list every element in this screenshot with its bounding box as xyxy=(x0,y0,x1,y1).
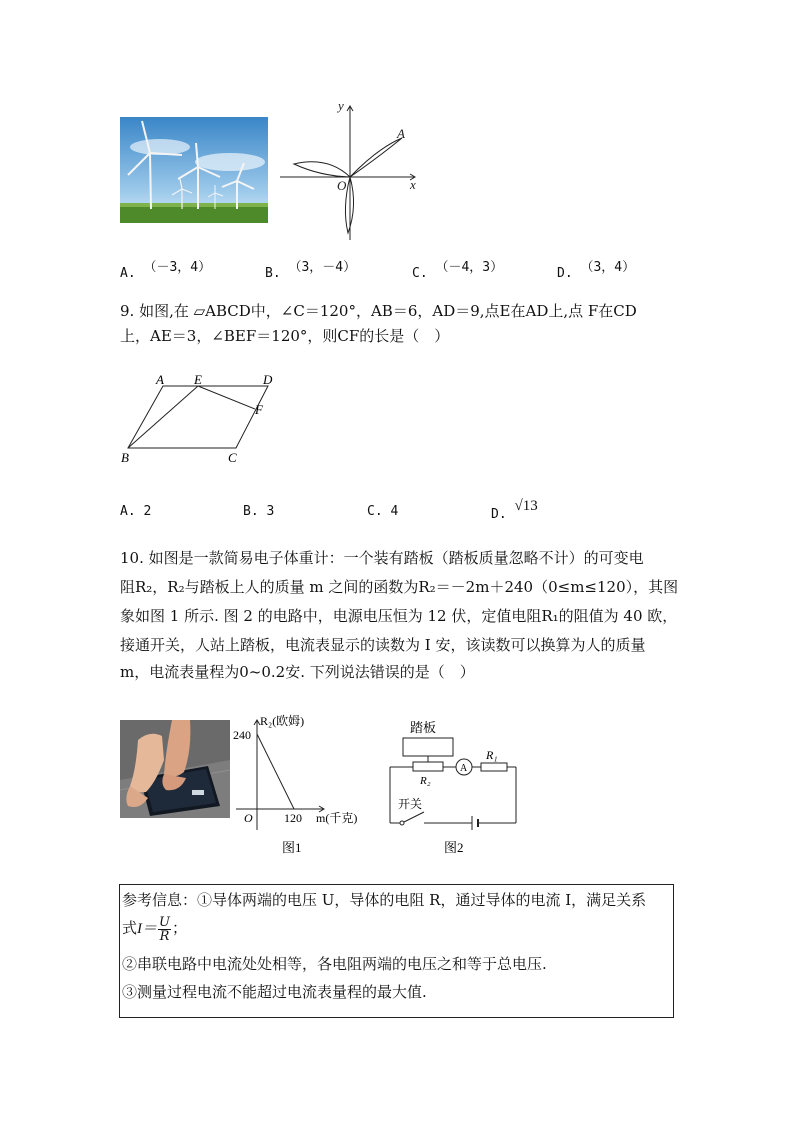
r1-resistor xyxy=(481,763,507,771)
axis-x-label: x xyxy=(410,177,416,192)
reference-line2: 式I＝ $\frac{U}{R}$ ； xyxy=(122,914,187,944)
graph-x-tick: 120 xyxy=(284,811,302,825)
graph-data-line xyxy=(257,734,294,809)
parallelogram-diagram xyxy=(118,370,288,466)
point-a-label: A xyxy=(397,126,405,141)
q9-option-c[interactable]: C. 4 xyxy=(367,504,399,519)
label-f: F xyxy=(255,402,263,417)
pedal-box xyxy=(403,738,453,756)
q9-stem-line2: 上，AE＝3，∠BEF＝120°，则CF的长是（ ） xyxy=(120,327,450,345)
reference-line3: ②串联电路中电流处处相等，各电阻两端的电压之和等于总电压. xyxy=(122,955,547,973)
option-letter: A. xyxy=(120,266,136,281)
r2-label: R₂ xyxy=(420,775,431,787)
option-letter: C. xyxy=(412,266,428,281)
figure1-caption: 图1 xyxy=(282,840,302,855)
option-letter: B. xyxy=(265,266,281,281)
figure2-caption: 图2 xyxy=(444,840,464,855)
figure1-graph xyxy=(232,712,372,862)
switch-icon xyxy=(400,821,404,825)
q8-option-c[interactable] xyxy=(412,262,503,281)
ammeter-label: A xyxy=(460,763,468,774)
turbine-coordinate-diagram xyxy=(280,98,425,243)
graph-origin: O xyxy=(244,811,253,825)
option-text: （－4，3） xyxy=(435,260,504,275)
q8-option-d[interactable] xyxy=(557,262,635,281)
option-letter: D. xyxy=(557,266,573,281)
pedal-label: 踏板 xyxy=(410,720,437,735)
q10-stem-line4: 接通开关，人站上踏板，电流表显示的读数为 I 安，该读数可以换算为人的质量 xyxy=(120,636,646,654)
q8-option-a[interactable] xyxy=(120,262,211,281)
label-a: A xyxy=(156,372,164,387)
label-b: B xyxy=(121,450,129,465)
r2-resistor xyxy=(413,762,443,771)
graph-y-tick: 240 xyxy=(233,728,251,742)
r1-label: R₁ xyxy=(486,748,498,762)
option-text: （3，－4） xyxy=(288,260,357,275)
graph-xlabel: m(千克) xyxy=(316,811,358,825)
q9-option-d[interactable]: D. √13 xyxy=(491,498,538,522)
q10-stem-line1: 10. 如图是一款简易电子体重计：一个装有踏板（踏板质量忽略不计）的可变电 xyxy=(120,549,644,567)
q9-option-b[interactable]: B. 3 xyxy=(243,504,275,519)
label-d: D xyxy=(263,372,273,387)
axis-y-label: y xyxy=(338,98,344,113)
q9-option-a[interactable]: A. 2 xyxy=(120,504,152,519)
option-text: （－3，4） xyxy=(143,260,212,275)
graph-ylabel: R₂(欧姆) xyxy=(260,714,305,728)
wind-turbine-photo xyxy=(120,117,268,223)
q10-stem-line3: 象如图 1 所示. 图 2 的电路中，电源电压恒为 12 伏，定值电阻R₁的阻值为 40 欧， xyxy=(120,607,678,625)
figure2-circuit xyxy=(388,712,528,862)
label-e: E xyxy=(194,372,202,387)
label-c: C xyxy=(228,450,237,465)
option-text: （3，4） xyxy=(580,260,636,275)
reference-line4: ③测量过程电流不能超过电流表量程的最大值. xyxy=(122,983,427,1001)
q10-stem-line5: m，电流表量程为0~0.2安. 下列说法错误的是（ ） xyxy=(120,663,475,681)
q9-stem-line1: 9. 如图,在 ▱ABCD中，∠C＝120°，AB＝6，AD＝9,点E在AD上,点 F在CD xyxy=(120,302,637,320)
q8-option-b[interactable] xyxy=(265,262,356,281)
reference-line1: 参考信息：①导体两端的电压 U，导体的电阻 R，通过导体的电流 I，满足关系 xyxy=(122,891,647,909)
switch-label: 开关 xyxy=(398,797,423,811)
reference-info-box xyxy=(119,884,674,1018)
q10-stem-line2: 阻R₂，R₂与踏板上人的质量 m 之间的函数为R₂＝－2m＋240（0≤m≤120），其图 xyxy=(120,578,679,596)
scale-photo xyxy=(120,720,230,818)
origin-label: O xyxy=(337,178,347,193)
